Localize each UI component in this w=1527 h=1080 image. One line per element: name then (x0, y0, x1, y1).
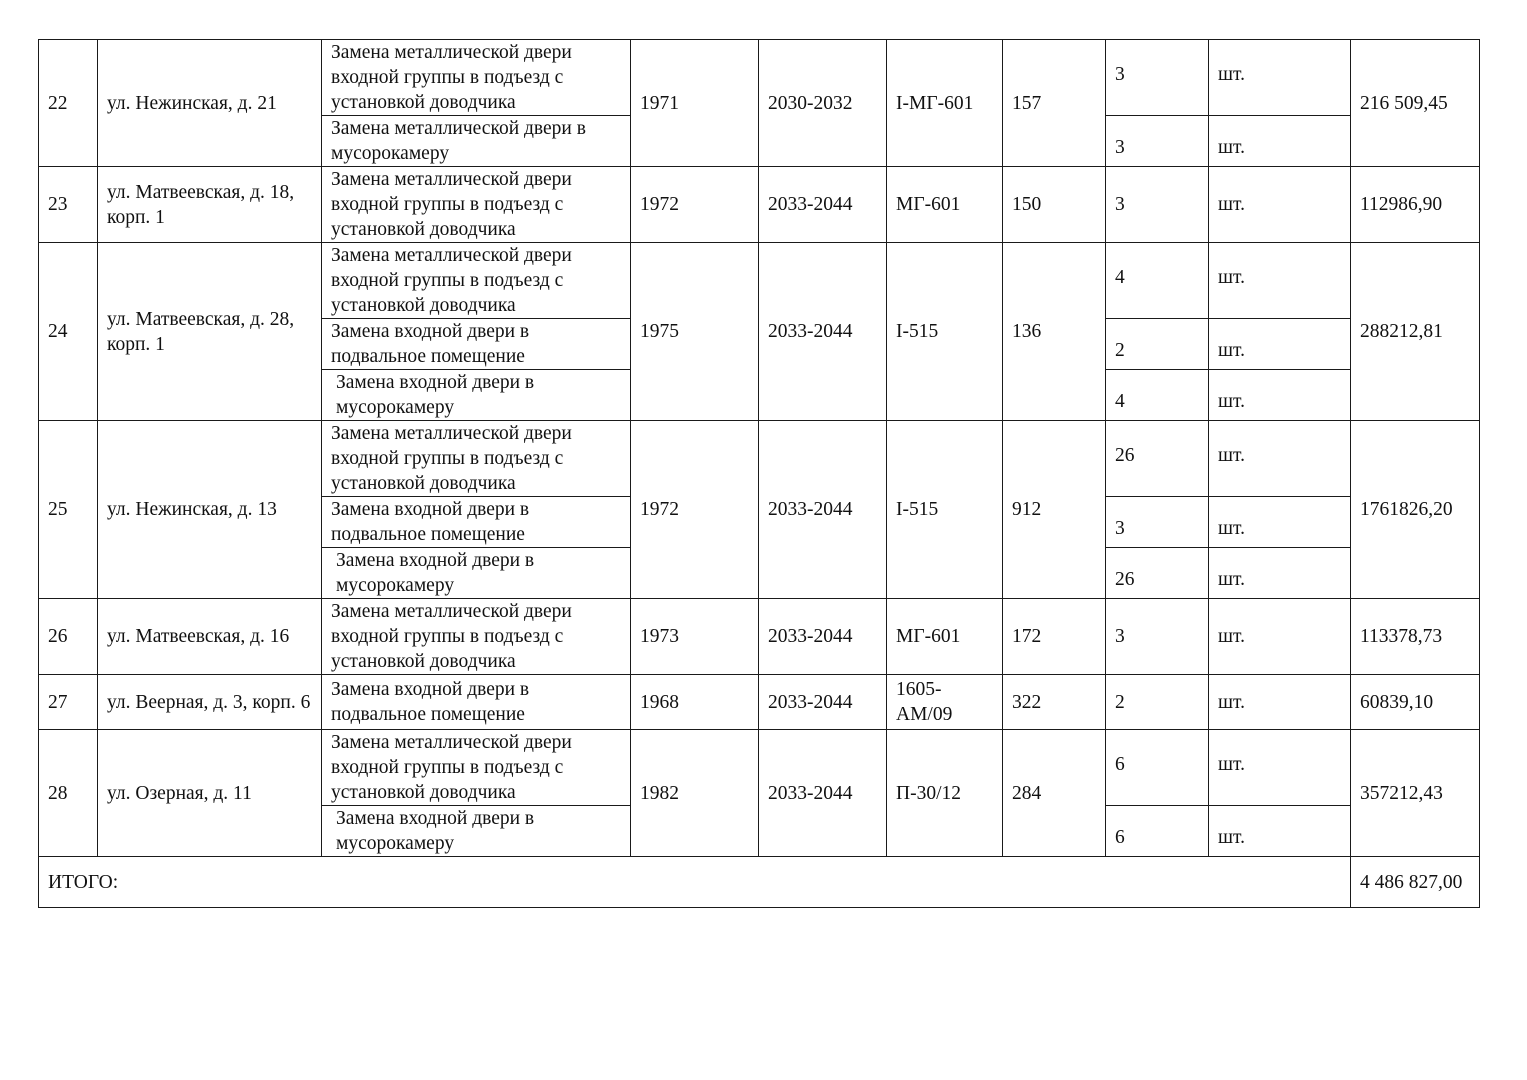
cost-cell: 112986,90 (1351, 167, 1480, 243)
quantity-cell: 3 (1106, 497, 1209, 548)
address-cell: ул. Озерная, д. 11 (98, 730, 322, 857)
work-description: Замена металлической двери входной группы в подъезд с установкой доводчика (322, 40, 631, 116)
year-cell: 1972 (631, 421, 759, 599)
table-row (39, 675, 1480, 730)
table-row (39, 421, 1480, 497)
period-cell: 2033-2044 (759, 675, 887, 730)
unit-cell: шт. (1209, 167, 1351, 243)
quantity-cell: 2 (1106, 675, 1209, 730)
period-cell: 2033-2044 (759, 421, 887, 599)
series-cell: 1605-АМ/09 (887, 675, 1003, 730)
unit-cell: шт. (1209, 319, 1351, 370)
cost-cell: 1761826,20 (1351, 421, 1480, 599)
period-cell: 2033-2044 (759, 167, 887, 243)
unit-cell: шт. (1209, 730, 1351, 806)
apartments-cell: 322 (1003, 675, 1106, 730)
table-row (39, 243, 1480, 319)
period-cell: 2033-2044 (759, 730, 887, 857)
quantity-cell: 3 (1106, 116, 1209, 167)
unit-cell: шт. (1209, 806, 1351, 857)
total-label: ИТОГО: (39, 857, 1351, 908)
work-description: Замена металлической двери входной группы в подъезд с установкой доводчика (322, 599, 631, 675)
total-row (39, 857, 1480, 908)
work-description: Замена металлической двери входной группы в подъезд с установкой доводчика (322, 167, 631, 243)
row-number: 22 (39, 40, 98, 167)
row-number: 23 (39, 167, 98, 243)
cost-cell: 357212,43 (1351, 730, 1480, 857)
work-description: Замена входной двери в подвальное помещение (322, 497, 631, 548)
works-table (38, 39, 1480, 908)
row-number: 28 (39, 730, 98, 857)
address-cell: ул. Нежинская, д. 21 (98, 40, 322, 167)
work-description: Замена металлической двери входной группы в подъезд с установкой доводчика (322, 243, 631, 319)
period-cell: 2033-2044 (759, 243, 887, 421)
address-cell: ул. Нежинская, д. 13 (98, 421, 322, 599)
quantity-cell: 2 (1106, 319, 1209, 370)
quantity-cell: 4 (1106, 243, 1209, 319)
quantity-cell: 3 (1106, 40, 1209, 116)
series-cell: I-515 (887, 421, 1003, 599)
work-description: Замена металлической двери входной группы в подъезд с установкой доводчика (322, 730, 631, 806)
table-row (39, 40, 1480, 116)
address-cell: ул. Матвеевская, д. 28, корп. 1 (98, 243, 322, 421)
quantity-cell: 4 (1106, 370, 1209, 421)
cost-cell: 216 509,45 (1351, 40, 1480, 167)
unit-cell: шт. (1209, 421, 1351, 497)
cost-cell: 113378,73 (1351, 599, 1480, 675)
address-cell: ул. Матвеевская, д. 16 (98, 599, 322, 675)
unit-cell: шт. (1209, 116, 1351, 167)
work-description: Замена входной двери в мусорокамеру (322, 806, 631, 857)
apartments-cell: 912 (1003, 421, 1106, 599)
address-cell: ул. Веерная, д. 3, корп. 6 (98, 675, 322, 730)
cost-cell: 60839,10 (1351, 675, 1480, 730)
row-number: 27 (39, 675, 98, 730)
work-description: Замена входной двери в мусорокамеру (322, 548, 631, 599)
work-description: Замена металлической двери входной группы в подъезд с установкой доводчика (322, 421, 631, 497)
year-cell: 1973 (631, 599, 759, 675)
series-cell: МГ-601 (887, 167, 1003, 243)
apartments-cell: 157 (1003, 40, 1106, 167)
quantity-cell: 6 (1106, 806, 1209, 857)
unit-cell: шт. (1209, 243, 1351, 319)
series-cell: МГ-601 (887, 599, 1003, 675)
series-cell: П-30/12 (887, 730, 1003, 857)
quantity-cell: 26 (1106, 421, 1209, 497)
apartments-cell: 284 (1003, 730, 1106, 857)
row-number: 26 (39, 599, 98, 675)
series-cell: I-515 (887, 243, 1003, 421)
total-value: 4 486 827,00 (1351, 857, 1480, 908)
apartments-cell: 136 (1003, 243, 1106, 421)
year-cell: 1982 (631, 730, 759, 857)
quantity-cell: 26 (1106, 548, 1209, 599)
apartments-cell: 172 (1003, 599, 1106, 675)
year-cell: 1968 (631, 675, 759, 730)
work-description: Замена входной двери в подвальное помещение (322, 675, 631, 730)
row-number: 25 (39, 421, 98, 599)
work-description: Замена входной двери в мусорокамеру (322, 370, 631, 421)
quantity-cell: 6 (1106, 730, 1209, 806)
quantity-cell: 3 (1106, 167, 1209, 243)
quantity-cell: 3 (1106, 599, 1209, 675)
cost-cell: 288212,81 (1351, 243, 1480, 421)
table-row (39, 167, 1480, 243)
work-description: Замена входной двери в подвальное помещение (322, 319, 631, 370)
period-cell: 2033-2044 (759, 599, 887, 675)
unit-cell: шт. (1209, 675, 1351, 730)
apartments-cell: 150 (1003, 167, 1106, 243)
year-cell: 1971 (631, 40, 759, 167)
year-cell: 1972 (631, 167, 759, 243)
unit-cell: шт. (1209, 40, 1351, 116)
period-cell: 2030-2032 (759, 40, 887, 167)
table-row (39, 730, 1480, 806)
unit-cell: шт. (1209, 370, 1351, 421)
unit-cell: шт. (1209, 548, 1351, 599)
row-number: 24 (39, 243, 98, 421)
work-description: Замена металлической двери в мусорокамеру (322, 116, 631, 167)
series-cell: I-МГ-601 (887, 40, 1003, 167)
address-cell: ул. Матвеевская, д. 18, корп. 1 (98, 167, 322, 243)
unit-cell: шт. (1209, 599, 1351, 675)
year-cell: 1975 (631, 243, 759, 421)
unit-cell: шт. (1209, 497, 1351, 548)
table-row (39, 599, 1480, 675)
